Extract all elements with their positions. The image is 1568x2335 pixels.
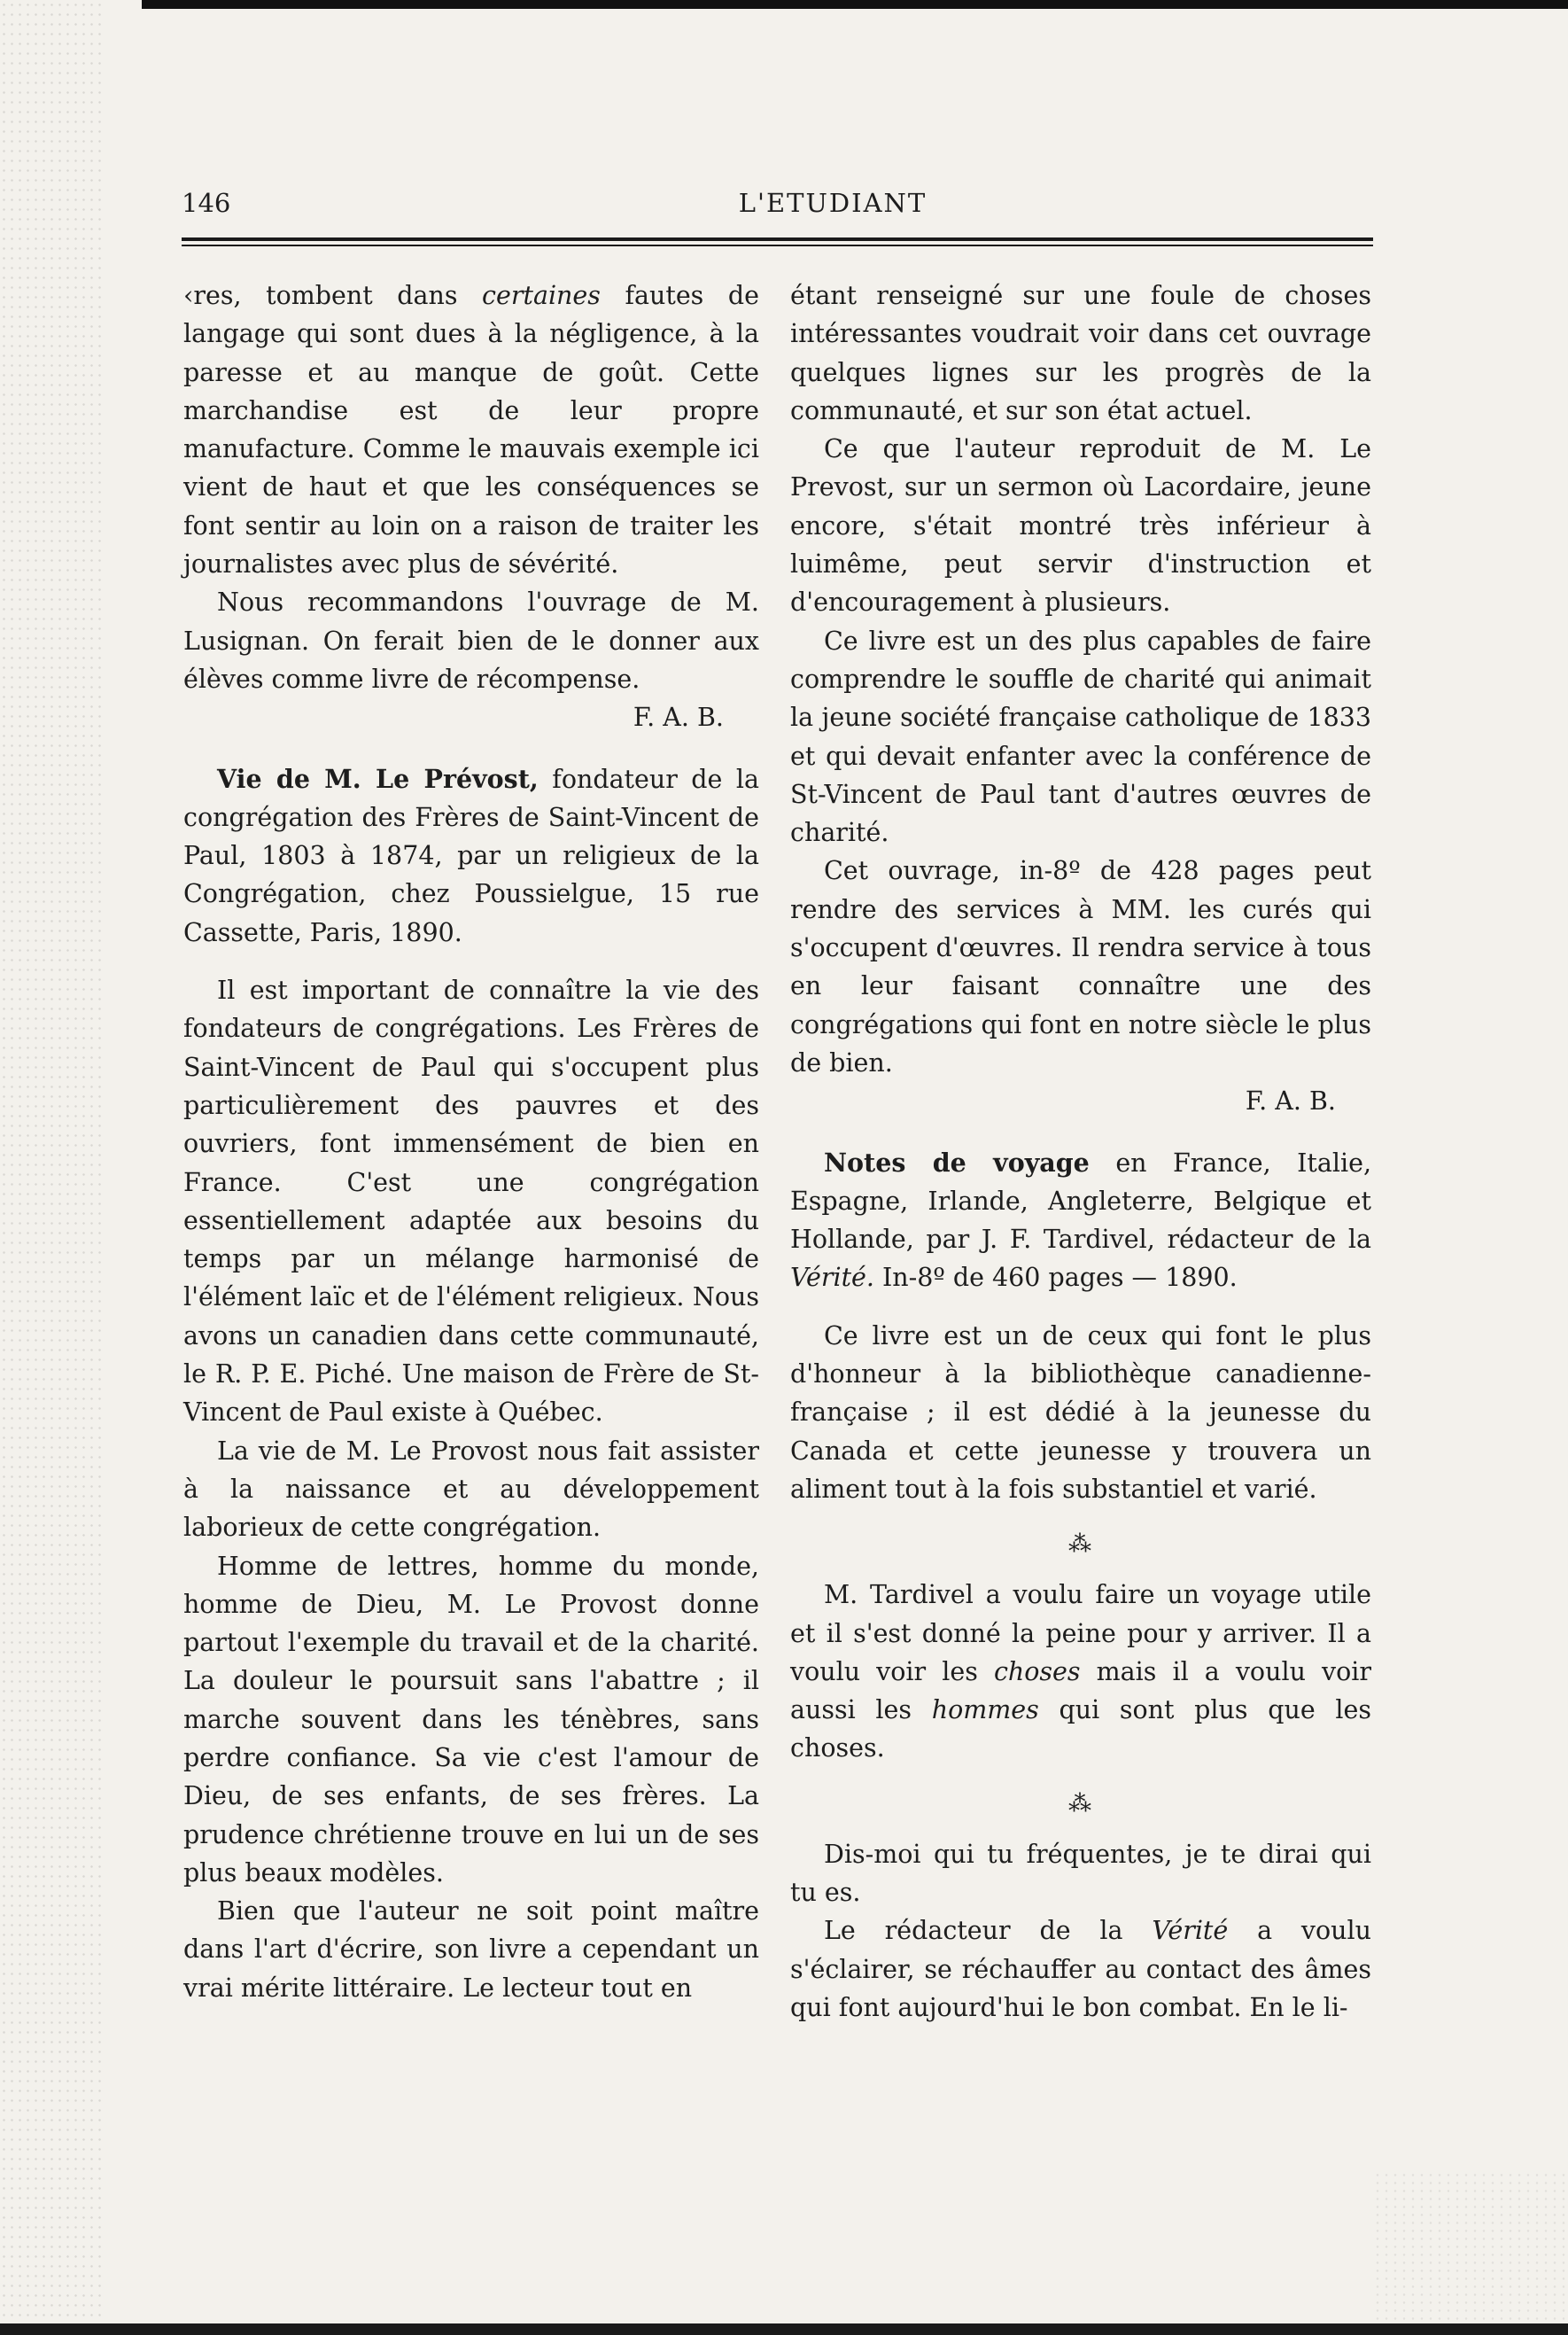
- signature: F. A. B.: [633, 703, 724, 733]
- paragraph: M. Tardivel a voulu faire un voyage utile et il s'est donné la peine pour y arriver. Il a voulu voir les choses mais il a voulu voir aussi les hommes qui sont plus que les choses.: [790, 1580, 1371, 1763]
- running-header: [182, 188, 1373, 223]
- paragraph: Le rédacteur de la Vérité a voulu s'éclairer, se réchauffer au contact des âmes qui font aujourd'hui le bon combat. En le li-: [790, 1916, 1372, 2022]
- review-heading: Vie de M. Le Prévost, fondateur de la congrégation des Frères de Saint-Vincent de Paul, 1803 à 1874, par un religieux de la Congrégation, chez Poussielgue, 15 rue Cassette, Paris, 1890.: [183, 763, 759, 947]
- review-heading: Notes de voyage en France, Italie, Espagne, Irlande, Angleterre, Belgique et Hollande, par J. F. Tardivel, rédacteur de la Vérité. In-8º de 460 pages — 1890.: [790, 1147, 1372, 1293]
- header-rule-thin: [182, 245, 1373, 246]
- paper-grain: [0, 0, 106, 2335]
- left-column: [183, 276, 759, 2007]
- running-title: L'ETUDIANT: [738, 188, 928, 218]
- page-number: 146: [182, 188, 231, 218]
- paragraph: Homme de lettres, homme du monde, homme de Dieu, M. Le Provost donne partout l'exemple du travail et de la charité. La douleur le poursuit sans l'abattre ; il marche souvent dans les ténèbres, sans perdre confiance. Sa vie c'est l'amour de Dieu, de ses enfants, de ses frères. La prudence chrétienne trouve en lui un de ses plus beaux modèles.: [183, 1551, 759, 1887]
- review-title: Vie de M. Le Prévost,: [217, 763, 539, 794]
- asterism: ⁂: [1068, 1790, 1093, 1817]
- signature: F. A. B.: [1245, 1086, 1336, 1117]
- paragraph: Dis-moi qui tu fréquentes, je te dirai qui tu es.: [790, 1839, 1371, 1907]
- asterism: ⁂: [1068, 1531, 1093, 1559]
- paragraph: Bien que l'auteur ne soit point maître dans l'art d'écrire, son livre a cependant un vrai mérite littéraire. Le lecteur tout en: [183, 1896, 759, 2003]
- paragraph: Il est important de connaître la vie des fondateurs de congrégations. Les Frères de Saint-Vincent de Paul qui s'occupent plus particulièrement des pauvres et des ouvriers, font immensément de bien en France. C'est une congrégation essentiellement adaptée aux besoins du temps par un mélange harmonisé de l'élément laïc et de l'élément religieux. Nous avons un canadien dans cette communauté, le R. P. E. Piché. Une maison de Frère de St-Vincent de Paul existe à Québec.: [183, 976, 759, 1428]
- header-rule-thick: [182, 237, 1373, 241]
- review-title: Notes de voyage: [824, 1147, 1090, 1178]
- scan-edge-bottom: [0, 2323, 1568, 2335]
- paragraph: Ce livre est un de ceux qui font le plus d'honneur à la bibliothèque canadienne-française ; il est dédié à la jeunesse du Canada et cette jeunesse y trouvera un aliment tout à la fois substantiel et varié.: [790, 1320, 1371, 1504]
- scan-edge-top: [142, 0, 1568, 9]
- paragraph: Cet ouvrage, in-8º de 428 pages peut rendre des services à MM. les curés qui s'occupent d'œuvres. Il rendra service à tous en leur faisant connaître une des congrégations qui font en notre siècle le plus de bien.: [790, 856, 1371, 1078]
- paragraph: ‹res, tombent dans certaines fautes de langage qui sont dues à la négligence, à la paresse et au manque de goût. Cette marchandise est de leur propre manufacture. Comme le mauvais exemple ici vient de haut et que les conséquences se font sentir au loin on a raison de traiter les journalistes avec plus de sévérité.: [183, 281, 759, 580]
- paragraph: étant renseigné sur une foule de choses intéressantes voudrait voir dans cet ouvrage quelques lignes sur les progrès de la communauté, et sur son état actuel.: [790, 281, 1371, 425]
- paper-grain-corner: [1373, 2171, 1568, 2322]
- right-column: [790, 276, 1371, 2027]
- paragraph: Ce livre est un des plus capables de faire comprendre le souffle de charité qui animait la jeune société française catholique de 1833 et qui devait enfanter avec la conférence de St-Vincent de Paul tant d'autres œuvres de charité.: [790, 626, 1371, 848]
- paragraph: La vie de M. Le Provost nous fait assister à la naissance et au développement laborieux de cette congrégation.: [183, 1436, 759, 1543]
- paragraph: Nous recommandons l'ouvrage de M. Lusignan. On ferait bien de le donner aux élèves comme livre de récompense.: [183, 588, 759, 694]
- paragraph: Ce que l'auteur reproduit de M. Le Prevost, sur un sermon où Lacordaire, jeune encore, s'était montré très inférieur à luimême, peut servir d'instruction et d'encouragement à plusieurs.: [790, 434, 1371, 618]
